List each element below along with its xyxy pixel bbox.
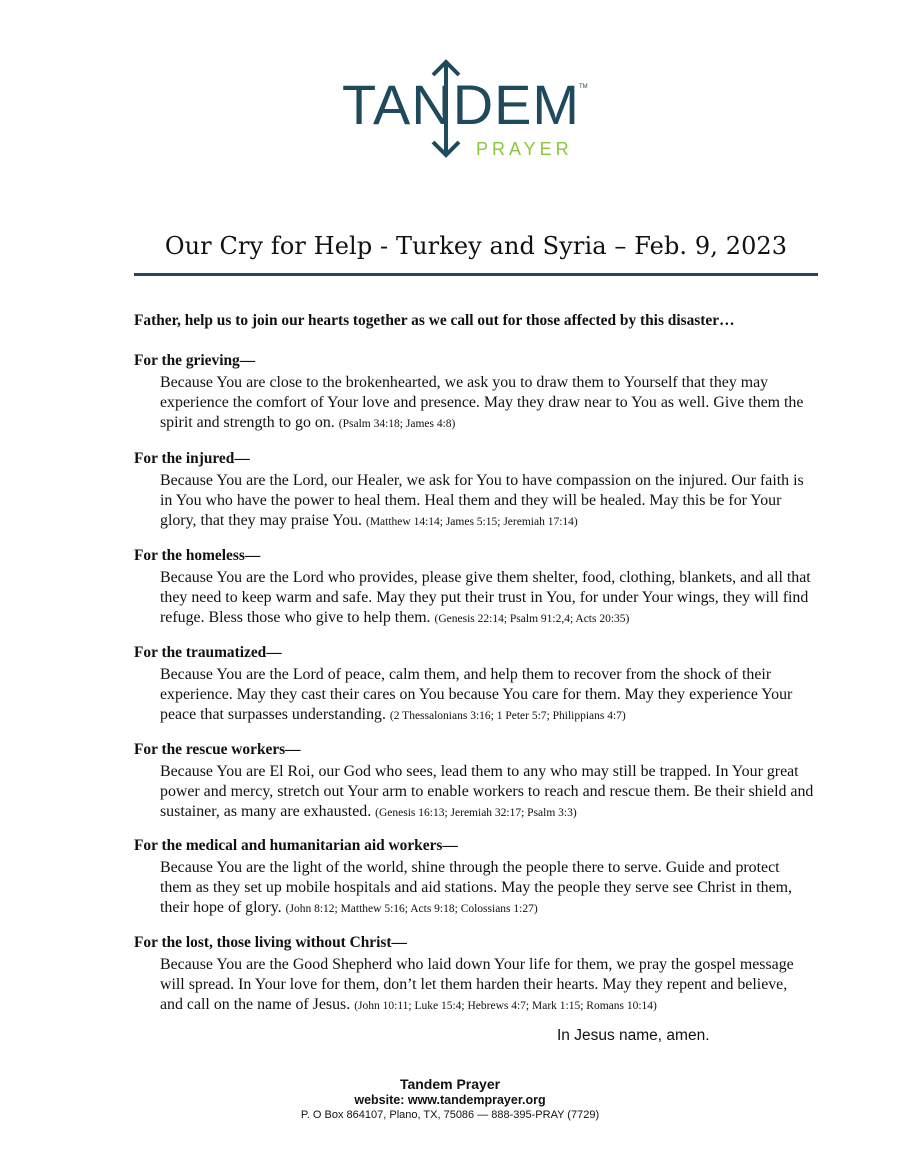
page-title: Our Cry for Help - Turkey and Syria – Feb. 9, 2023 — [164, 232, 788, 260]
section-text: Because You are El Roi, our God who sees, lead them to any who may still be trapped. In Your great power and mercy, stretch out Your arm to enable workers to reach and rescue them. Be their shield and sustainer, as many are exhausted. — [160, 763, 814, 820]
section-body — [160, 471, 814, 532]
section-heading: For the lost, those living without Christ— — [134, 934, 407, 951]
section-text: Because You are the Good Shepherd who laid down Your life for them, we pray the gospel message will spread. In Your love for them, don’t let them harden their hearts. May they repent and believe, and call on the name of Jesus. — [160, 956, 794, 1013]
scripture-reference: (Psalm 34:18; James 4:8) — [338, 418, 456, 430]
scripture-reference: (Matthew 14:14; James 5:15; Jeremiah 17:14) — [365, 516, 578, 528]
section-text: Because You are the Lord of peace, calm them, and help them to recover from the shock of their experience. May they cast their cares on You because You care for them. May they experience Your peace that surpasses understanding. — [160, 666, 793, 723]
prayer-section-traumatized — [134, 643, 814, 726]
footer-address: P. O Box 864107, Plano, TX, 75086 — 888-395-PRAY (7729) — [300, 1109, 600, 1121]
prayer-section-homeless — [134, 546, 814, 629]
logo-subtitle: PRAYER — [476, 139, 573, 159]
scripture-reference: (Genesis 22:14; Psalm 91:2,4; Acts 20:35) — [434, 613, 630, 625]
prayer-section-lost — [134, 933, 814, 1016]
logo-trademark: TM — [579, 84, 588, 90]
section-heading: For the medical and humanitarian aid workers— — [134, 837, 458, 854]
section-text: Because You are the Lord, our Healer, we ask for You to have compassion on the injured. Our faith is in You who have the power to heal them. Heal them and they will be healed. May this be for Your glory, that they may praise You. — [160, 472, 804, 529]
prayer-section-injured — [134, 449, 814, 532]
logo-graphic — [336, 58, 586, 160]
section-heading: For the grieving— — [134, 352, 256, 369]
section-text: Because You are the light of the world, shine through the people there to serve. Guide and protect them as they set up mobile hospitals and aid stations. May the people they serve see Christ in them, their hope of glory. — [160, 859, 792, 916]
scripture-reference: (2 Thessalonians 3:16; 1 Peter 5:7; Philippians 4:7) — [389, 710, 626, 722]
section-body — [160, 762, 814, 823]
title-divider — [134, 273, 818, 276]
section-body — [160, 373, 814, 434]
section-body — [160, 568, 814, 629]
tandem-prayer-logo — [336, 58, 586, 160]
section-body — [160, 665, 814, 726]
scripture-reference: (John 8:12; Matthew 5:16; Acts 9:18; Colossians 1:27) — [285, 903, 538, 915]
section-body — [160, 955, 814, 1016]
section-text: Because You are close to the brokenhearted, we ask you to draw them to Yourself that they may experience the comfort of Your love and presence. May they draw near to You as well. Give them the spirit and strength to go on. — [160, 374, 804, 431]
footer-organization: Tandem Prayer — [399, 1076, 501, 1092]
section-heading: For the traumatized— — [134, 644, 282, 661]
scripture-reference: (John 10:11; Luke 15:4; Hebrews 4:7; Mark 1:15; Romans 10:14) — [354, 1000, 657, 1012]
prayer-section-grieving — [134, 351, 814, 434]
intro-text: Father, help us to join our hearts together as we call out for those affected by this disaster… — [134, 312, 735, 329]
scripture-reference: (Genesis 16:13; Jeremiah 32:17; Psalm 3:3) — [375, 807, 577, 819]
closing-line: In Jesus name, amen. — [557, 1027, 710, 1044]
section-text: Because You are the Lord who provides, please give them shelter, food, clothing, blankets, and all that they need to keep warm and safe. May they put their trust in You, for under Your wings, they will find refuge. Bless those who give to help them. — [160, 569, 811, 626]
section-body — [160, 858, 814, 919]
prayer-section-aid-workers — [134, 836, 814, 919]
section-heading: For the injured— — [134, 450, 250, 467]
section-heading: For the rescue workers— — [134, 741, 301, 758]
logo-wordmark: TANDEM — [342, 73, 580, 136]
prayer-section-rescue-workers — [134, 740, 814, 823]
section-heading: For the homeless— — [134, 547, 261, 564]
footer-website: website: www.tandemprayer.org — [354, 1093, 546, 1107]
